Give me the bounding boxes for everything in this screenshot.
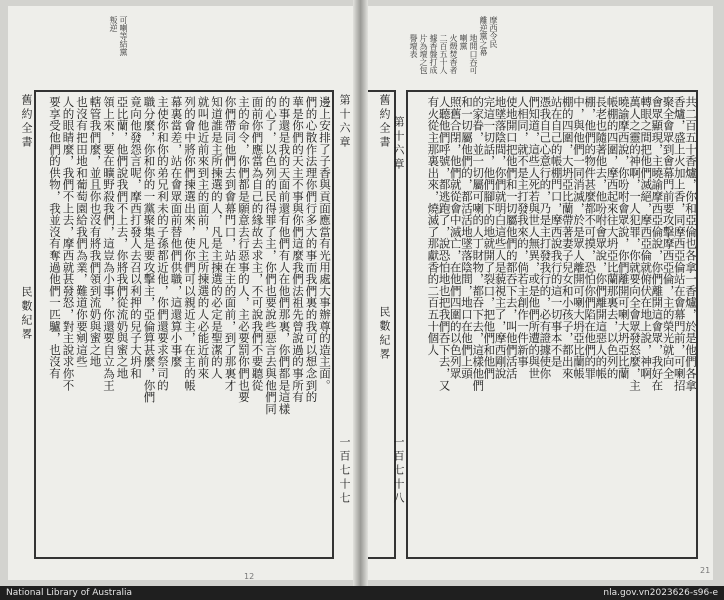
book-gutter [353, 0, 368, 586]
text-column: 主的命令，你們都是願意去行惡事的人，主必要罰你們也要 [237, 96, 251, 403]
marginal-annotation: 地開口吞可 [469, 34, 478, 74]
text-column: 會眾顯現，主曉諭摩西亞倫說，你們離開這會眾，我好在 [650, 96, 665, 391]
text-column: 主使你和你的弟兄利未的子孫都近他，你們還要求祭司的 [156, 96, 170, 391]
text-column: 共二百五十香爐，你和亞倫也各拿一香爐，於是他們各拿 [684, 96, 698, 391]
text-column: 的家眷，並一切屬可喇的人丁財物，都吞下去，這樣他們 [471, 96, 486, 391]
text-column: 照舊合閉，他們就從會中滅亡，在他們四圍的以色列眾 [448, 96, 463, 380]
text-column: 萬人之靈的神啊，一人犯罪，你就要向全會眾發怒麼，主 [628, 96, 642, 391]
text-column: 知道誰是主所揀選的人，凡是主揀選的必定是聖潔的人 [210, 96, 224, 380]
text-column: 面前你們應當為自己的緣故去求主，不可說我們不要聽從 [250, 96, 265, 391]
footer-bar [0, 586, 724, 600]
text-column: 站在自己的帳棚門口，摩西說我行的這一切事本不是 [549, 96, 564, 368]
text-column: 人相同，就不是主打發我來的，倘若主創作一件新事 [516, 96, 530, 368]
pencil-mark: 21 [700, 566, 711, 575]
text-column: 使地開口把他們和一切屬他們的都吞下去，叫他們活活 [504, 96, 519, 380]
marginal-annotation: 二百五十人 [439, 34, 448, 74]
marginal-annotation: 據香盤打成 [429, 34, 438, 74]
text-column: 中，與他們一同消滅，於是眾人離開可喇大坍亞比蘭帳 [572, 96, 586, 380]
text-column: 聚全會眾到會幕門前要攻擊摩西亞倫，主的榮光就向全 [661, 96, 676, 380]
marginal-annotation: 離逆黨之幕 [479, 16, 488, 56]
library-credit: National Library of Australia [6, 588, 133, 598]
pencil-mark: 12 [244, 572, 255, 581]
text-column: 地墜落陰間，你們就明白這些人是藐視主了，摩西剛說 [493, 96, 508, 380]
text-column: 棚，他們的物件甚麼都不可摸，恐怕你們陷在他們的罪 [583, 96, 598, 380]
text-column: 人的眼睛麼，我們不上去，摩西就甚發怒，對主說求你不 [61, 96, 76, 391]
left-page [368, 6, 713, 580]
marginal-annotation: 火燬焚香者 [449, 34, 458, 74]
text-column: 你們帶同他們去到會幕門口，站在主的面前，到了那裏才 [223, 96, 238, 391]
text-column: 轄管我們麼，並且你也沒有將我們領到流奶與蜜之地 [88, 96, 103, 368]
text-column: 列的會中將你們揀選出來，使你們可以親近主，在主的帳 [183, 96, 197, 391]
text-column: 轉眼之間把他們滅絕，摩西亞倫就俯伏在地上說，神啊 [639, 96, 654, 380]
text-column: 的事還是我的天面前還有他們有人在他們那裏，你們都是這樣 [277, 96, 292, 415]
text-column: 長老也隨著他去，他吩咐會眾說，你們離開這惡人的帳 [594, 96, 609, 380]
text-column: 職分麼，你和你的一黨聚集是要攻擊主，亞倫算甚麼，你們 [142, 96, 157, 403]
text-column: 和一切屬他們的，都活活地墜落陰間，地口在他們上頭 [460, 96, 474, 380]
header-section: 民數紀畧 [378, 306, 391, 362]
marginal-annotation: 摩西令民 [489, 16, 498, 48]
text-column: 棚的四圍，大坍亞比蘭帶著妻子兒女和小孩子，都出來 [560, 96, 575, 380]
text-column: 的心了，以色列的民得罪了主，你們也要說些惡言去與他們同 [264, 96, 278, 415]
marginal-annotation: 片為壇之包 [419, 34, 428, 74]
header-chapter: 第十六章 [338, 94, 351, 150]
header-page: 一百七十八 [392, 436, 405, 506]
text-column: 人聽他們呼號，都逃跑了，說恐怕地也把我們吞下去，又 [437, 96, 452, 391]
text-column: 們知道，這些人死若與世人無異，或是他們所遭的與世 [527, 96, 542, 380]
text-column: 幕裏當差，站在會眾面前替他們供職，這還算小事麼 [169, 96, 184, 368]
text-column: 要享受他們的供物，我並沒有奪過他們一匹驢，也沒有 [48, 96, 62, 380]
text-column: 帳棚的四圍，摩西起來往大坍亞比蘭那裏去，以色列的 [605, 96, 620, 380]
item-identifier: nla.gov.vn2023626-s96-e [603, 588, 718, 598]
header-book-title: 舊約全書 [378, 94, 391, 150]
text-column: 香爐，盛上火加上香，同摩西亞倫站在會幕門前，可喇招 [672, 96, 687, 391]
text-column: 華是你們的天主不事與你們這麼我們法祖先曾說過的事所有 [291, 96, 305, 403]
right-page [8, 6, 353, 580]
marginal-annotation: 譽壇表 [409, 34, 418, 58]
text-column: 也沒有把田地和葡萄園給我們為業，難道你要剜這些 [75, 96, 89, 368]
marginal-annotation: 喇黨 [459, 34, 468, 50]
text-column: 就叫他近前來到主的面前，凡主所揀選的人必能近前來 [196, 96, 211, 380]
text-column: 們的心散作法理你們行多大的事而我們裏的我可以想念到的 [304, 96, 319, 403]
text-column: 憑我自己心意行的，乃是主打發我行的，必有證據使你 [538, 96, 553, 380]
header-page: 一百七十七 [338, 436, 351, 506]
text-column: 有火從主那裏出來，燒滅了那獻香的二百五十個人 [426, 96, 441, 356]
text-column: 亞比蘭，他們說我們不上去，你將我們從流奶與蜜之地 [115, 96, 130, 380]
text-column: 邊上安排了子香與貢面應當有光用處大事辦尊的造主面。 [318, 96, 332, 391]
header-chapter: 第十六章 [392, 116, 405, 172]
header-section: 民數紀畧 [20, 286, 33, 342]
text-column: 曉諭摩西說，你吩咐會眾說，你們離開可喇大坍亞比蘭 [616, 96, 631, 380]
text-column: 完這一切話，他們腳下的地就開了裂口，把他們和他們 [482, 96, 497, 380]
text-column: 竟向他發怨言呢，摩西打發人去召以利押的兒子大坍和 [129, 96, 143, 380]
text-column: 領上來，要在曠野殺我們，這豈為小事，你還要自立為王 [102, 96, 116, 391]
header-book-title: 舊約全書 [20, 94, 33, 150]
marginal-annotation: 可喇等結黨 [119, 16, 128, 56]
marginal-annotation: 叛逆 [109, 16, 118, 32]
